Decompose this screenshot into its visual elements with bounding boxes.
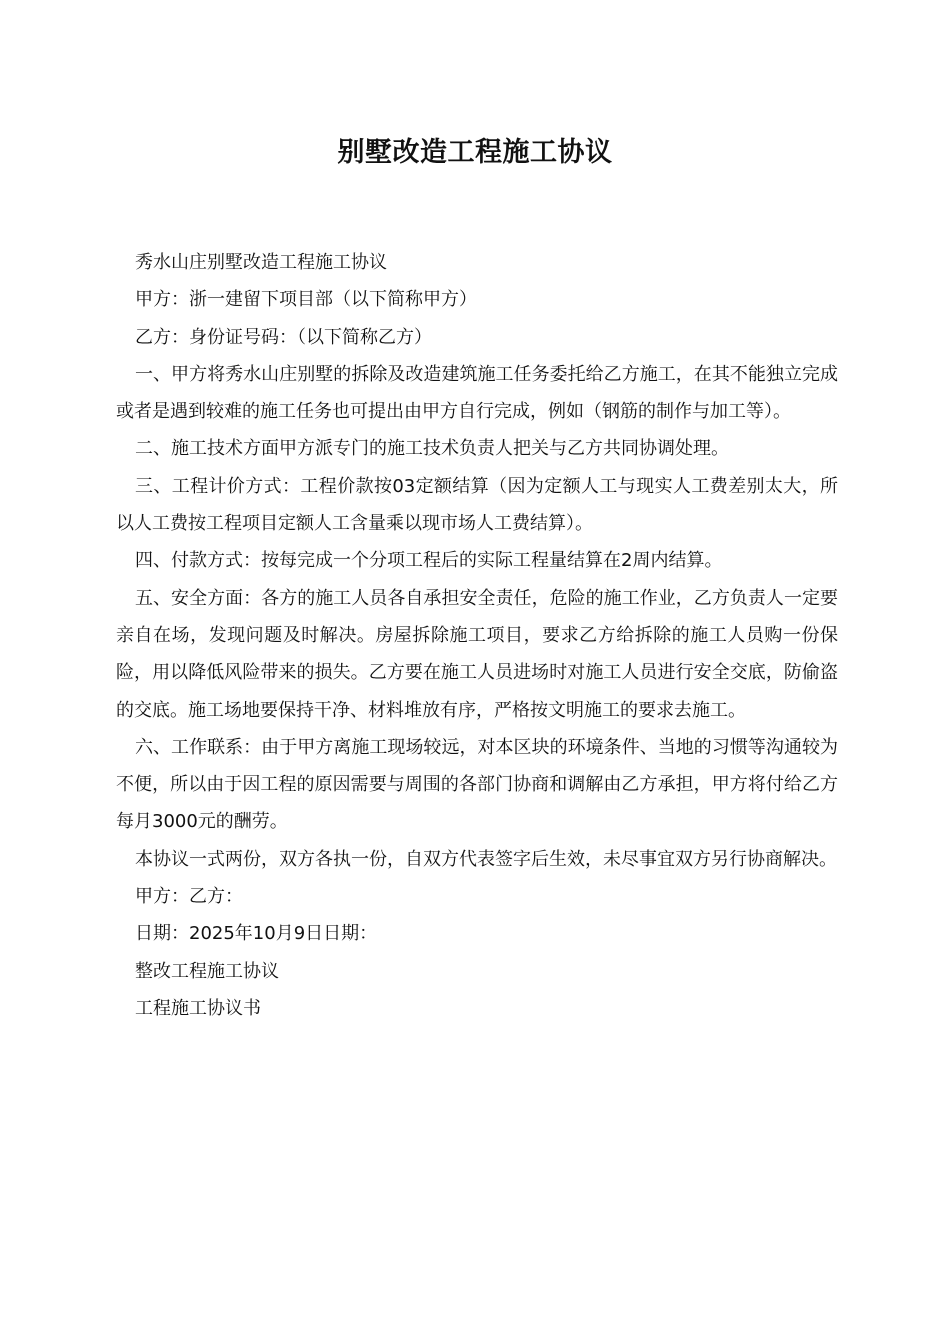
related-title-1: 整改工程施工协议 [135, 960, 279, 982]
signature-line: 甲方：乙方： [135, 886, 243, 908]
paragraph-party-a: 甲方：浙一建留下项目部（以下简称甲方） [135, 289, 477, 311]
date-line: 日期：2025年10月9日日期： [135, 923, 378, 945]
clause-3: 三、工程计价方式：工程价款按03定额结算（因为定额人工与现实人工费差别太大，所以人工费按工程项目定额人工含量乘以现市场人工费结算）。 [116, 475, 838, 535]
document-body [116, 244, 838, 1027]
clause-2: 二、施工技术方面甲方派专门的施工技术负责人把关与乙方共同协调处理。 [135, 438, 729, 460]
paragraph-copies: 本协议一式两份，双方各执一份，自双方代表签字后生效，未尽事宜双方另行协商解决。 [135, 848, 837, 870]
clause-1: 一、甲方将秀水山庄别墅的拆除及改造建筑施工任务委托给乙方施工，在其不能独立完成或者是遇到较难的施工任务也可提出由甲方自行完成，例如（钢筋的制作与加工等）。 [116, 363, 838, 423]
clause-6: 六、工作联系：由于甲方离施工现场较远，对本区块的环境条件、当地的习惯等沟通较为不便，所以由于因工程的原因需要与周围的各部门协商和调解由乙方承担，甲方将付给乙方每月3000元的酬劳。 [116, 736, 838, 833]
document-title: 别墅改造工程施工协议 [337, 137, 613, 168]
paragraph-subtitle: 秀水山庄别墅改造工程施工协议 [135, 252, 387, 273]
paragraph-party-b: 乙方：身份证号码：（以下简称乙方） [135, 326, 432, 348]
clause-5: 五、安全方面：各方的施工人员各自承担安全责任，危险的施工作业，乙方负责人一定要亲自在场，发现问题及时解决。房屋拆除施工项目，要求乙方给拆除的施工人员购一份保险，用以降低风险带来的损失。乙方要在施工人员进场时对施工人员进行安全交底，防偷盗的交底。施工场地要保持干净、材料堆放有序，严格按文明施工的要求去施工。 [116, 587, 838, 721]
clause-4: 四、付款方式：按每完成一个分项工程后的实际工程量结算在2周内结算。 [135, 550, 723, 572]
related-title-2: 工程施工协议书 [135, 997, 261, 1019]
